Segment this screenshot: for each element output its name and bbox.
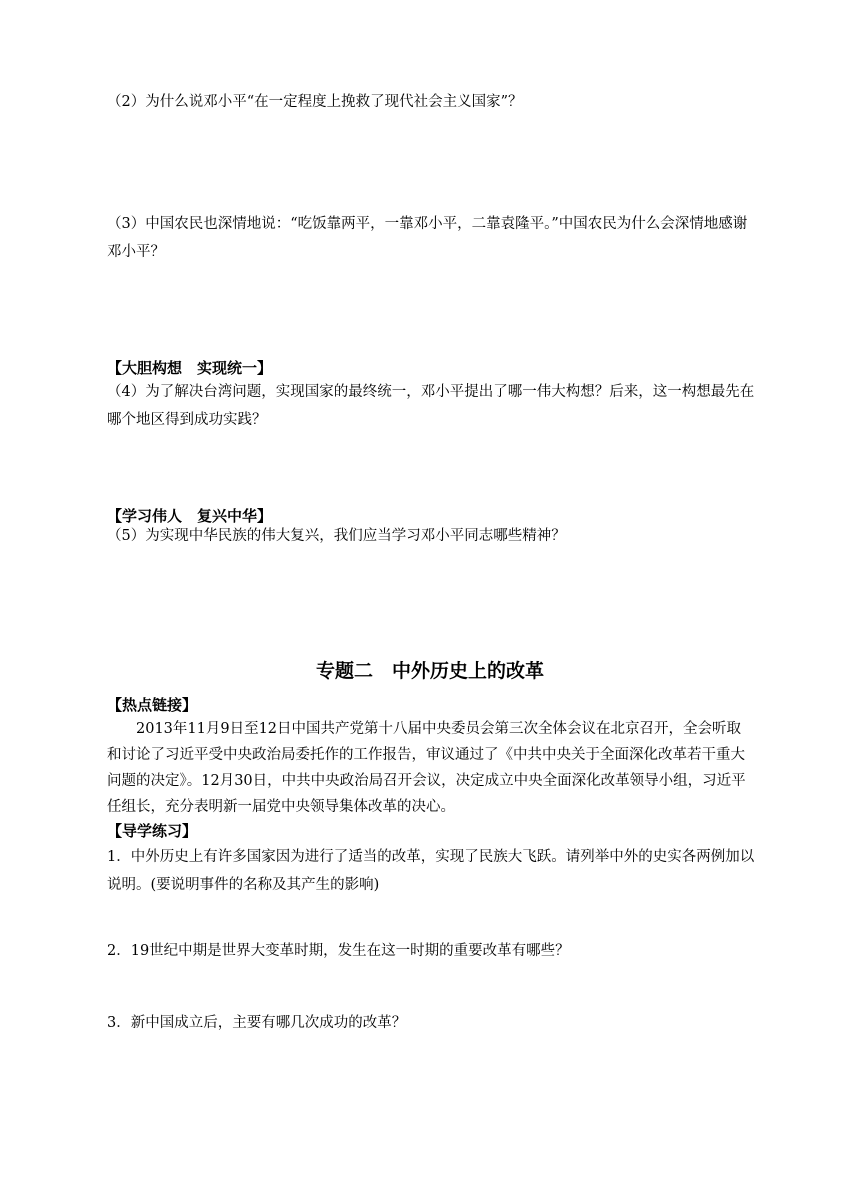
hotspot-header: 【热点链接】: [107, 696, 198, 714]
hotspot-paragraph: 2013年11月9日至12日中国共产党第十八届中央委员会第三次全体会议在北京召开，全会听取和讨论了习近平受中央政治局委托作的工作报告，审议通过了《中共中央关于全面深化改革若干重大问题的决定》。12月30日，中共中央政治局召开会议，决定成立中央全面深化改革领导小组，习近平任组长，充分表明新一届党中央领导集体改革的决心。: [107, 721, 746, 815]
exercise-2: 2．19世纪中期是世界大变革时期，发生在这一时期的重要改革有哪些？: [107, 943, 570, 959]
section-header-unify: 【大胆构想 实现统一】: [107, 359, 273, 377]
question-3: （3）中国农民也深情地说：“吃饭靠两平，一靠邓小平，二靠袁隆平。”中国农民为什么会深情地感谢邓小平？: [107, 216, 748, 260]
exercise-3: 3．新中国成立后，主要有哪几次成功的改革？: [107, 1015, 407, 1031]
guide-header: 【导学练习】: [107, 822, 198, 840]
exercise-1: 1．中外历史上有许多国家因为进行了适当的改革，实现了民族大飞跃。请列举中外的史实各两例加以说明。(要说明事件的名称及其产生的影响): [107, 849, 755, 893]
question-2: （2）为什么说邓小平“在一定程度上挽救了现代社会主义国家”？: [107, 94, 523, 110]
topic-title: 专题二 中外历史上的改革: [315, 660, 544, 682]
question-4: （4）为了解决台湾问题，实现国家的最终统一，邓小平提出了哪一伟大构想？后来，这一构想最先在哪个地区得到成功实践？: [107, 384, 755, 428]
section-header-learn: 【学习伟人 复兴中华】: [107, 507, 273, 525]
question-5: （5）为实现中华民族的伟大复兴，我们应当学习邓小平同志哪些精神？: [107, 528, 566, 544]
